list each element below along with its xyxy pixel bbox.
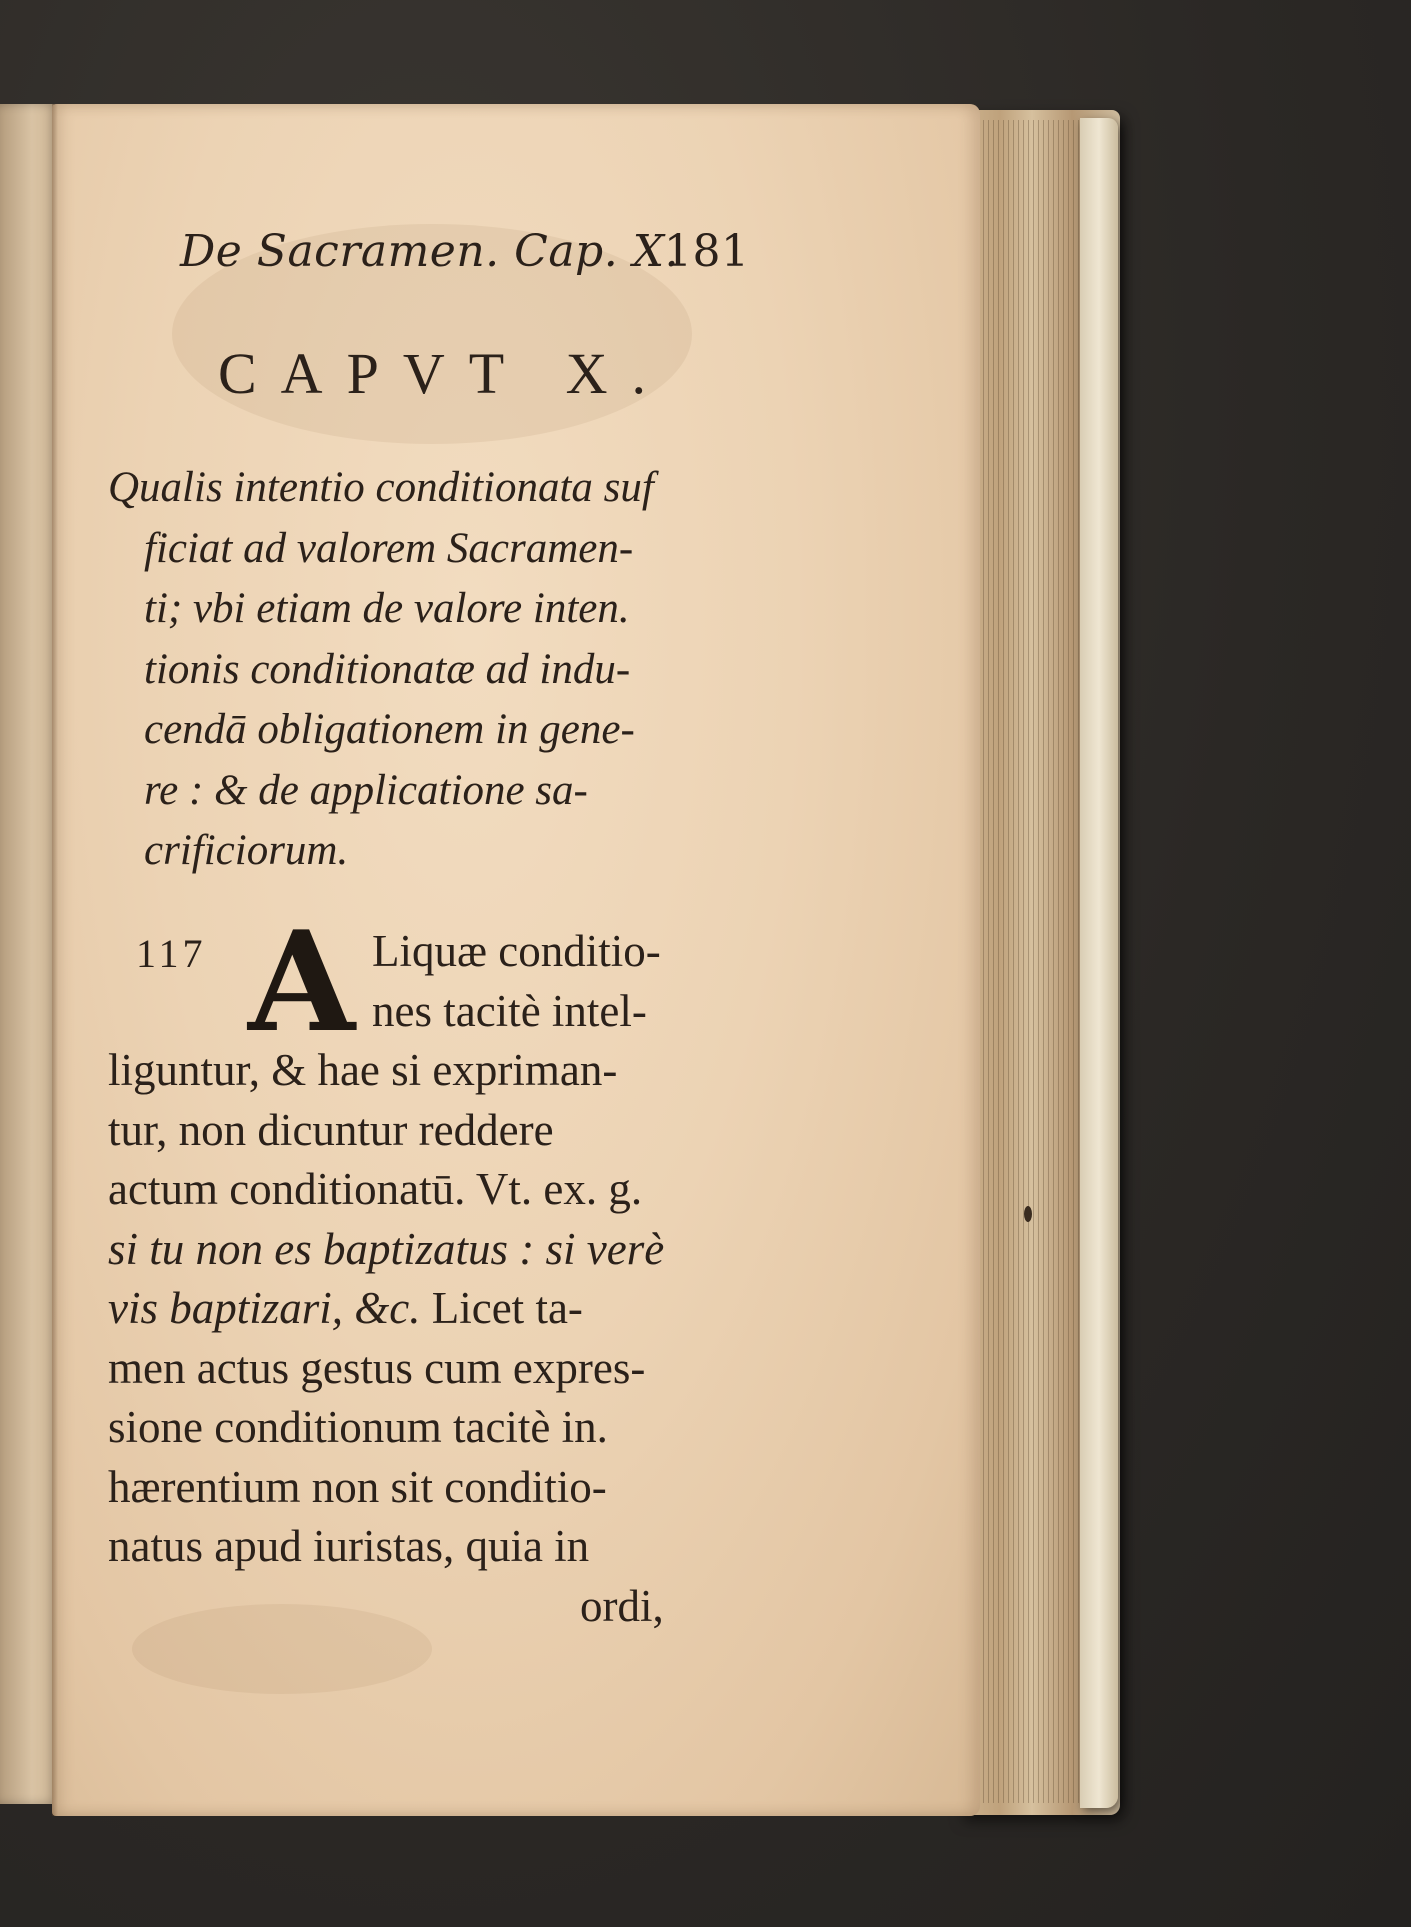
- catchword: ordi,: [580, 1580, 664, 1631]
- page-edges-texture: [968, 120, 1080, 1803]
- page-number: 181: [664, 226, 750, 277]
- cover-board-edge: [1080, 118, 1118, 1808]
- summary-line: Qualis intentio conditionata suf: [108, 464, 654, 511]
- roman-phrase: Licet ta-: [431, 1283, 583, 1333]
- body-line: men actus gestus cum expres-: [108, 1342, 646, 1393]
- drop-cap: A: [248, 900, 356, 1063]
- body-line: hærentium non sit conditio-: [108, 1461, 607, 1512]
- summary-line: ficiat ad valorem Sacramen-: [144, 524, 634, 572]
- body-line: liguntur, & hae si expriman-: [108, 1045, 618, 1095]
- running-head: [108, 222, 758, 282]
- summary-line: crificiorum.: [144, 827, 349, 874]
- paragraph-number: 117: [136, 931, 207, 976]
- summary-line: tionis conditionatæ ad indu-: [144, 645, 631, 693]
- chapter-heading: CAPVT X.: [218, 341, 670, 406]
- italic-phrase: vis baptizari, &c.: [108, 1283, 432, 1333]
- body-line: actum conditionatū. Vt. ex. g.: [108, 1164, 643, 1214]
- ink-spot: [1024, 1206, 1032, 1222]
- body-line: nes tacitè intel-: [372, 985, 647, 1036]
- body-line: [108, 1279, 763, 1339]
- summary-line: ti; vbi etiam de valore inten.: [144, 585, 630, 632]
- body-line: si tu non es baptizatus : si verè: [108, 1223, 665, 1274]
- paragraph-body: [108, 900, 763, 1636]
- previous-page-edge: [0, 104, 58, 1804]
- summary-line: cendā obligationem in gene-: [144, 706, 635, 753]
- body-line: tur, non dicuntur reddere: [108, 1104, 554, 1155]
- body-line: Liquæ conditio-: [372, 926, 661, 976]
- gutter-shadow: [52, 104, 58, 1816]
- running-head-title: De Sacramen. Cap. X.: [180, 226, 680, 277]
- chapter-summary: [108, 458, 763, 882]
- summary-line: re : & de applicatione sa-: [144, 766, 588, 814]
- body-line: sione conditionum tacitè in.: [108, 1402, 608, 1452]
- body-line: natus apud iuristas, quia in: [108, 1521, 590, 1571]
